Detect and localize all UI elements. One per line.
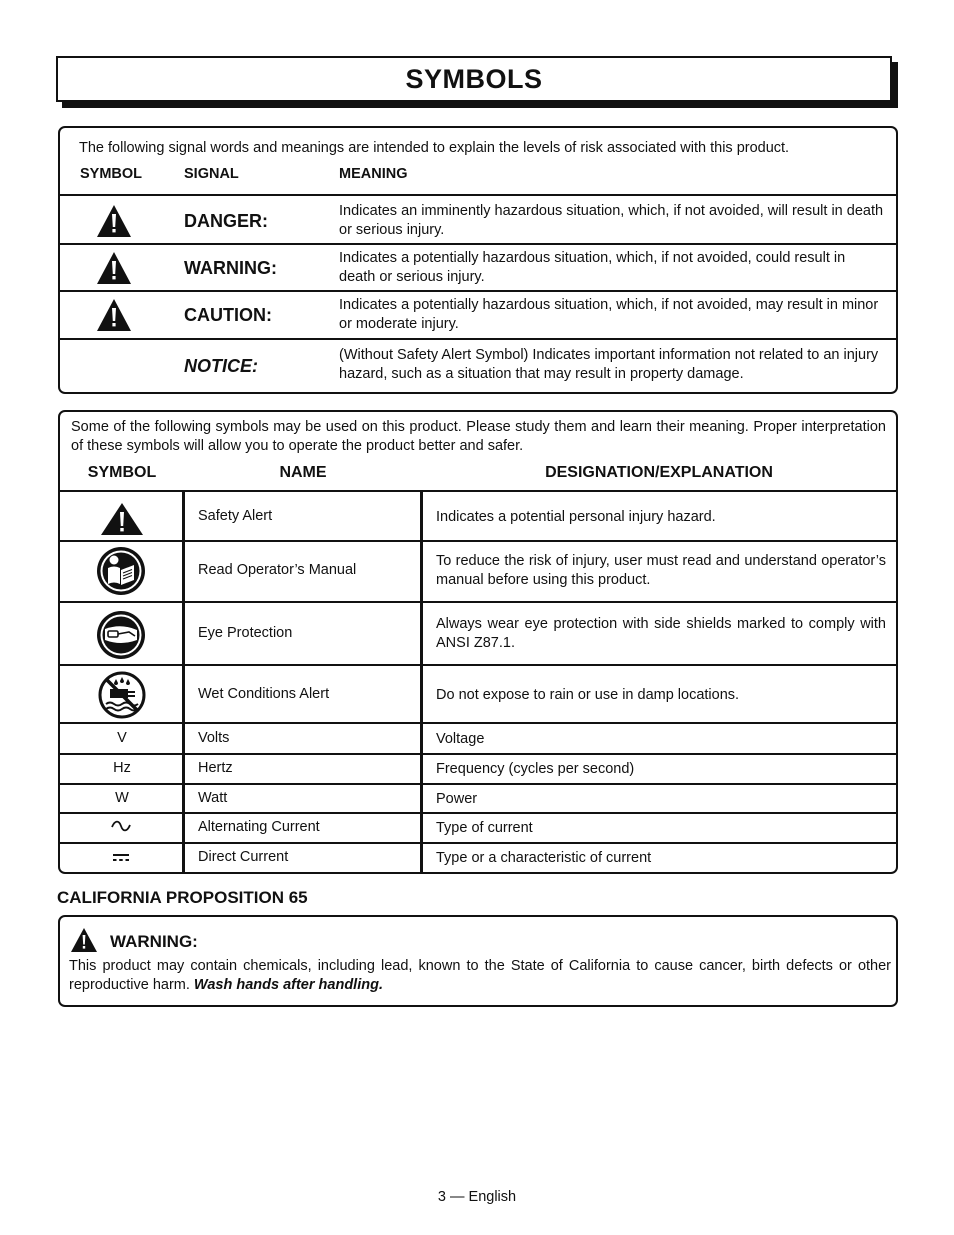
signal-word: WARNING: [184, 258, 277, 278]
symbols-intro: Some of the following symbols may be used on this product. Please study them and learn their meaning. Proper interpretation of these symbols will allow you to operate the product better and safer. [71, 419, 886, 454]
signal-row-caution [60, 292, 896, 338]
direct-current-icon [113, 853, 129, 862]
symbol-name: Hertz [198, 760, 233, 776]
symbols-table [58, 410, 898, 874]
read-manual-icon [96, 546, 146, 596]
symbol-designation: Do not expose to rain or use in damp locations. [436, 687, 740, 703]
safety-alert-triangle-icon [96, 204, 132, 238]
signal-row-warning [60, 245, 896, 291]
symbols-header-symbol: SYMBOL [87, 464, 157, 481]
symbol-text: V [117, 730, 127, 746]
prop65-warning-box [58, 915, 898, 1007]
divider [60, 812, 896, 814]
warning-label: WARNING: [110, 932, 198, 951]
divider [60, 783, 896, 785]
symbol-name: Direct Current [198, 849, 289, 865]
page-title-box [56, 56, 892, 102]
signal-meaning: Indicates a potentially hazardous situation, which, if not avoided, may result in minor or moderate injury. [339, 297, 879, 332]
safety-alert-triangle-icon [70, 927, 98, 953]
symbols-header-designation: DESIGNATION/EXPLANATION [545, 464, 773, 481]
signal-words-table [58, 126, 898, 394]
safety-alert-icon [100, 502, 144, 536]
signal-meaning: Indicates an imminently hazardous situation, which, if not avoided, will result in death or serious injury. [339, 203, 884, 238]
signal-meaning: (Without Safety Alert Symbol) Indicates important information not related to an injury hazard, such as a situation that may result in property damage. [339, 347, 879, 382]
symbol-name: Volts [198, 730, 230, 746]
symbol-name: Wet Conditions Alert [198, 686, 330, 702]
symbol-name: Read Operator’s Manual [198, 562, 357, 578]
symbol-designation: Type of current [436, 820, 533, 836]
symbol-name: Eye Protection [198, 625, 293, 641]
signal-intro: The following signal words and meanings are intended to explain the levels of risk associated with this product. [79, 140, 790, 156]
signal-word: DANGER: [184, 211, 268, 231]
prop65-heading: CALIFORNIA PROPOSITION 65 [57, 888, 308, 907]
page-footer: 3 — English [437, 1189, 517, 1205]
symbols-header-name: NAME [279, 464, 327, 481]
safety-alert-triangle-icon [96, 251, 132, 285]
symbol-name: Watt [198, 790, 228, 806]
warning-body: This product may contain chemicals, including lead, known to the State of California to cause cancer, birth defects or other reproductive harm. [69, 958, 891, 993]
signal-word: NOTICE: [184, 356, 258, 376]
divider [60, 722, 896, 724]
symbol-designation: Indicates a potential personal injury hazard. [436, 509, 716, 525]
symbol-name: Safety Alert [198, 508, 273, 524]
divider [60, 540, 896, 542]
column-divider [420, 490, 423, 872]
symbol-designation: To reduce the risk of injury, user must read and understand operator’s manual before using this product. [436, 553, 886, 588]
symbol-name: Alternating Current [198, 819, 320, 835]
warning-emphasis: Wash hands after handling. [193, 977, 383, 993]
signal-header-meaning: MEANING [339, 166, 408, 182]
signal-header-symbol: SYMBOL [80, 166, 143, 182]
signal-header-signal: SIGNAL [184, 166, 239, 182]
symbol-designation: Frequency (cycles per second) [436, 761, 635, 777]
signal-meaning: Indicates a potentially hazardous situation, which, if not avoided, could result in death or serious injury. [339, 250, 846, 285]
divider [60, 490, 896, 492]
divider [60, 753, 896, 755]
divider [60, 601, 896, 603]
signal-word: CAUTION: [184, 305, 272, 325]
wet-conditions-icon [98, 671, 146, 719]
eye-protection-icon [96, 610, 146, 660]
column-divider [182, 490, 185, 872]
symbol-designation: Type or a characteristic of current [436, 850, 652, 866]
warning-text [69, 957, 891, 995]
divider [60, 842, 896, 844]
symbol-designation: Voltage [436, 731, 485, 747]
signal-row-notice [60, 340, 896, 390]
safety-alert-triangle-icon [96, 298, 132, 332]
symbol-text: W [115, 790, 129, 806]
divider [60, 664, 896, 666]
page-title: SYMBOLS [405, 63, 543, 94]
symbol-designation: Always wear eye protection with side shields marked to comply with ANSI Z87.1. [436, 616, 886, 651]
signal-row-danger [60, 196, 896, 244]
alternating-current-icon [111, 820, 131, 832]
symbol-designation: Power [436, 791, 478, 807]
symbol-text: Hz [113, 760, 131, 776]
